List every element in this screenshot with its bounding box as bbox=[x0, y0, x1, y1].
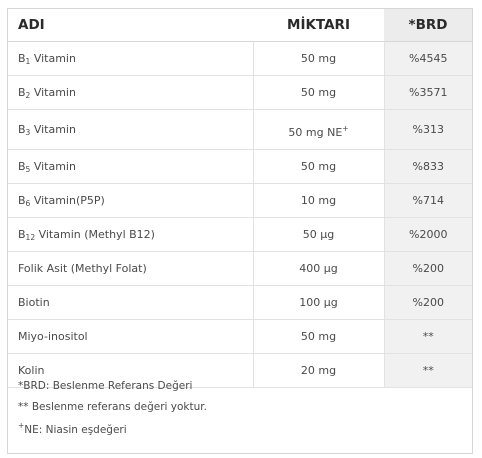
column-header-amount: MİKTARI bbox=[287, 17, 350, 33]
nutrient-brd: %4545 bbox=[384, 42, 472, 76]
nutrient-name: Folik Asit (Methyl Folat) bbox=[8, 252, 253, 286]
table-row bbox=[8, 320, 472, 354]
nutrient-name: $B_5$ Vitamin bbox=[8, 150, 253, 184]
niacin-equivalent-mark: + bbox=[342, 124, 349, 133]
nutrient-name: $B_1$ Vitamin bbox=[8, 42, 253, 76]
table-row bbox=[8, 286, 472, 320]
table-row bbox=[8, 42, 472, 76]
nutrient-brd: ** bbox=[384, 320, 472, 354]
footnotes bbox=[18, 377, 207, 442]
supplement-facts-panel bbox=[7, 8, 473, 454]
nutrient-brd: %200 bbox=[384, 252, 472, 286]
table-row bbox=[8, 218, 472, 252]
nutrient-amount: 10 mg bbox=[253, 184, 384, 218]
nutrient-name: $B_2$ Vitamin bbox=[8, 76, 253, 110]
table-row bbox=[8, 252, 472, 286]
footnote-no-reference: ** Beslenme referans değeri yoktur. bbox=[18, 401, 207, 413]
nutrient-amount: 20 mg bbox=[253, 354, 384, 388]
nutrient-amount: 400 µg bbox=[253, 252, 384, 286]
nutrient-brd: %833 bbox=[384, 150, 472, 184]
nutrient-brd: %2000 bbox=[384, 218, 472, 252]
nutrient-amount: 50 mg NE+ bbox=[253, 110, 384, 150]
column-header-name: ADI bbox=[18, 17, 45, 33]
nutrient-table bbox=[8, 9, 472, 388]
column-header-brd: *BRD bbox=[384, 9, 472, 42]
nutrient-amount: 50 mg bbox=[253, 76, 384, 110]
footnote-brd: *BRD: Beslenme Referans Değeri bbox=[18, 380, 193, 392]
nutrient-name: Miyo-inositol bbox=[8, 320, 253, 354]
nutrient-brd: %313 bbox=[384, 110, 472, 150]
nutrient-amount: 50 mg bbox=[253, 150, 384, 184]
nutrient-brd: ** bbox=[384, 354, 472, 388]
table-row bbox=[8, 184, 472, 218]
nutrient-amount: 50 mg bbox=[253, 320, 384, 354]
table-row bbox=[8, 150, 472, 184]
table-header-row bbox=[8, 9, 472, 42]
table-row bbox=[8, 110, 472, 150]
nutrient-name: $B_6$ Vitamin(P5P) bbox=[8, 184, 253, 218]
nutrient-name: $B_{12}$ Vitamin (Methyl B12) bbox=[8, 218, 253, 252]
nutrient-name: Kolin bbox=[8, 354, 253, 388]
nutrient-amount: 50 µg bbox=[253, 218, 384, 252]
nutrient-brd: %200 bbox=[384, 286, 472, 320]
nutrient-amount: 50 mg bbox=[253, 42, 384, 76]
nutrient-name: $B_3$ Vitamin bbox=[8, 110, 253, 150]
table-row bbox=[8, 76, 472, 110]
nutrient-name: Biotin bbox=[8, 286, 253, 320]
nutrient-amount: 100 µg bbox=[253, 286, 384, 320]
nutrient-brd: %3571 bbox=[384, 76, 472, 110]
footnote-niacin-equivalent: +NE: Niasin eşdeğeri bbox=[18, 421, 127, 436]
nutrient-brd: %714 bbox=[384, 184, 472, 218]
